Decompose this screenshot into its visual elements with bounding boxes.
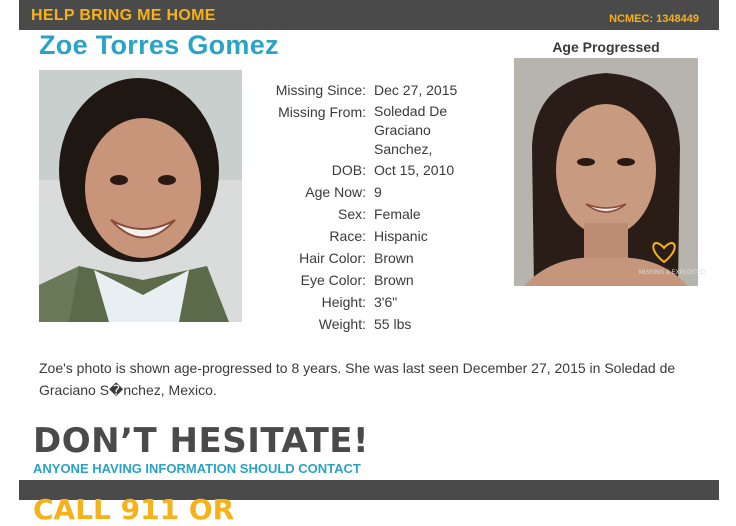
child-name: Zoe Torres Gomez xyxy=(39,30,279,60)
detail-row xyxy=(230,225,500,247)
top-banner xyxy=(19,0,719,30)
child-photo xyxy=(39,70,242,322)
banner-title: HELP BRING ME HOME xyxy=(31,7,216,24)
detail-row xyxy=(230,203,500,225)
detail-value: Oct 15, 2010 xyxy=(374,162,455,178)
logo-text: MISSING & EXPLOITED xyxy=(638,270,706,276)
detail-label: Eye Color: xyxy=(300,272,366,288)
age-progressed-title: Age Progressed xyxy=(552,39,660,55)
detail-row xyxy=(230,291,500,313)
detail-row xyxy=(230,313,500,335)
detail-label: Weight: xyxy=(318,316,366,332)
detail-label: Age Now: xyxy=(305,184,366,200)
detail-label: Race: xyxy=(329,228,366,244)
detail-value: Brown xyxy=(374,250,414,266)
detail-value: Soledad De Graciano Sanchez, xyxy=(374,103,448,157)
detail-row xyxy=(230,269,500,291)
detail-value: Dec 27, 2015 xyxy=(374,82,458,98)
case-number: NCMEC: 1348449 xyxy=(609,13,699,25)
detail-label: Sex: xyxy=(337,206,366,222)
detail-row xyxy=(230,101,500,159)
detail-value: 9 xyxy=(374,184,382,200)
detail-row xyxy=(230,247,500,269)
detail-row xyxy=(230,181,500,203)
age-progressed-photo xyxy=(514,58,706,286)
detail-label: Height: xyxy=(321,294,366,310)
contact-subline: ANYONE HAVING INFORMATION SHOULD CONTACT xyxy=(33,461,361,476)
detail-value: Female xyxy=(374,206,421,222)
bottom-banner xyxy=(19,480,719,526)
dont-hesitate-headline: DON’T HESITATE! xyxy=(33,421,369,461)
detail-row xyxy=(230,79,500,101)
details-list xyxy=(230,79,500,335)
description-paragraph: Zoe's photo is shown age-progressed to 8 years. She was last seen December 27, 2015 in Soledad de Graciano S�nchez, Mexico. xyxy=(39,360,676,398)
detail-value: 3'6" xyxy=(374,294,398,310)
detail-label: Missing From: xyxy=(278,104,366,120)
detail-value: Hispanic xyxy=(374,228,428,244)
detail-label: Missing Since: xyxy=(275,82,366,98)
detail-label: DOB: xyxy=(331,162,366,178)
detail-value: 55 lbs xyxy=(374,316,412,332)
detail-row xyxy=(230,159,500,181)
detail-value: Brown xyxy=(374,272,414,288)
detail-label: Hair Color: xyxy=(299,250,366,266)
bottom-banner-text: CALL 911 OR xyxy=(33,493,235,526)
